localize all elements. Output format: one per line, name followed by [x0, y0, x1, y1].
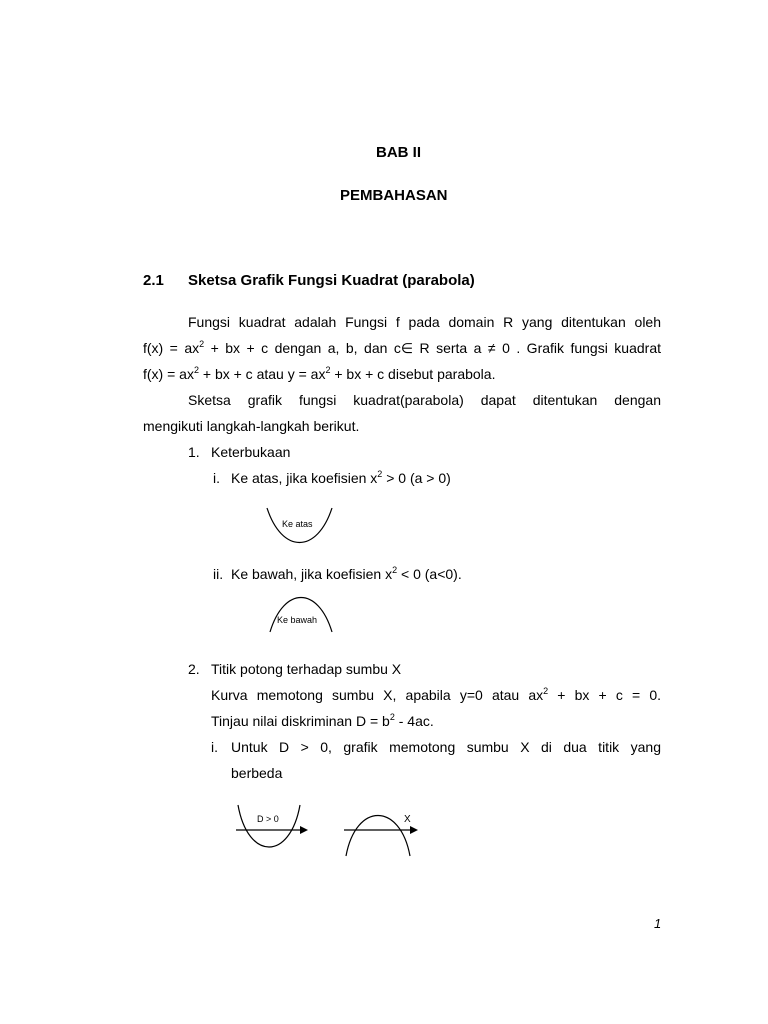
list-text: Tinjau nilai diskriminan D = b — [211, 713, 390, 729]
list-text: Ke bawah, jika koefisien x — [231, 566, 393, 582]
parabola-up-curve — [238, 805, 300, 847]
diagram-label-ke-atas: Ke atas — [282, 519, 313, 529]
list-item-1-i-marker: i. — [213, 470, 220, 486]
formula-text: f(x) = ax — [143, 366, 194, 382]
page-number: 1 — [654, 916, 662, 931]
diagram-label-d-positive: D > 0 — [257, 814, 279, 824]
paragraph-text: + bx + c disebut parabola. — [330, 366, 496, 382]
list-item-2-line2 — [211, 708, 434, 734]
paragraph1-line1: Fungsi kuadrat adalah Fungsi f pada domain R yang ditentukan oleh — [188, 314, 661, 330]
paragraph2-line1: Sketsa grafik fungsi kuadrat(parabola) dapat ditentukan dengan — [188, 392, 661, 408]
paragraph-text: + bx + c dengan a, b, dan c∈ R serta a ≠ 0 . Grafik fungsi kuadrat — [204, 340, 661, 356]
list-text: Kurva memotong sumbu X, apabila y=0 atau ax — [211, 687, 544, 703]
parabola-up-diagram — [262, 504, 342, 554]
superscript: 2 — [389, 712, 395, 722]
superscript: 2 — [377, 469, 383, 479]
section-number: 2.1 — [143, 272, 164, 289]
superscript: 2 — [392, 565, 398, 575]
formula-text: + bx + c atau y = ax — [198, 366, 326, 382]
list-item-2-number: 2. — [188, 661, 200, 677]
list-item-1-ii-marker: ii. — [213, 566, 224, 582]
list-item-1-i-text — [231, 465, 451, 491]
list-text: + bx + c = 0. — [548, 687, 661, 703]
formula-text: f(x) = ax — [143, 340, 200, 356]
list-item-2-i-marker: i. — [211, 739, 218, 755]
superscript: 2 — [199, 339, 205, 349]
list-text: Ke atas, jika koefisien x — [231, 470, 378, 486]
list-text: - 4ac. — [394, 713, 434, 729]
list-text: > 0 (a > 0) — [382, 470, 451, 486]
list-item-2-i-line1: Untuk D > 0, grafik memotong sumbu X di dua titik yang — [231, 739, 661, 755]
superscript: 2 — [543, 686, 549, 696]
diagram-label-ke-bawah: Ke bawah — [277, 615, 318, 625]
parabola-down-curve — [346, 816, 410, 857]
chapter-heading: BAB II — [376, 144, 421, 161]
list-item-2-line1 — [211, 682, 661, 708]
paragraph1-line2 — [143, 335, 661, 361]
x-axis-arrowhead — [410, 826, 418, 834]
section-title: Sketsa Grafik Fungsi Kuadrat (parabola) — [188, 272, 475, 289]
superscript: 2 — [193, 365, 199, 375]
list-item-2-label: Titik potong terhadap sumbu X — [211, 661, 402, 677]
list-item-1-number: 1. — [188, 444, 200, 460]
discriminant-positive-down-diagram — [340, 810, 430, 860]
diagram-label-x: X — [404, 814, 411, 825]
chapter-title: PEMBAHASAN — [340, 187, 448, 204]
discriminant-positive-up-diagram — [230, 803, 320, 853]
list-text: < 0 (a<0). — [397, 566, 462, 582]
x-axis-arrowhead — [300, 826, 308, 834]
superscript: 2 — [325, 365, 331, 375]
list-item-1-ii-text — [231, 561, 462, 587]
paragraph1-line3 — [143, 361, 495, 387]
list-item-1-label: Keterbukaan — [211, 444, 291, 460]
paragraph2-line2: mengikuti langkah-langkah berikut. — [143, 418, 360, 434]
list-item-2-i-line2: berbeda — [231, 765, 283, 781]
